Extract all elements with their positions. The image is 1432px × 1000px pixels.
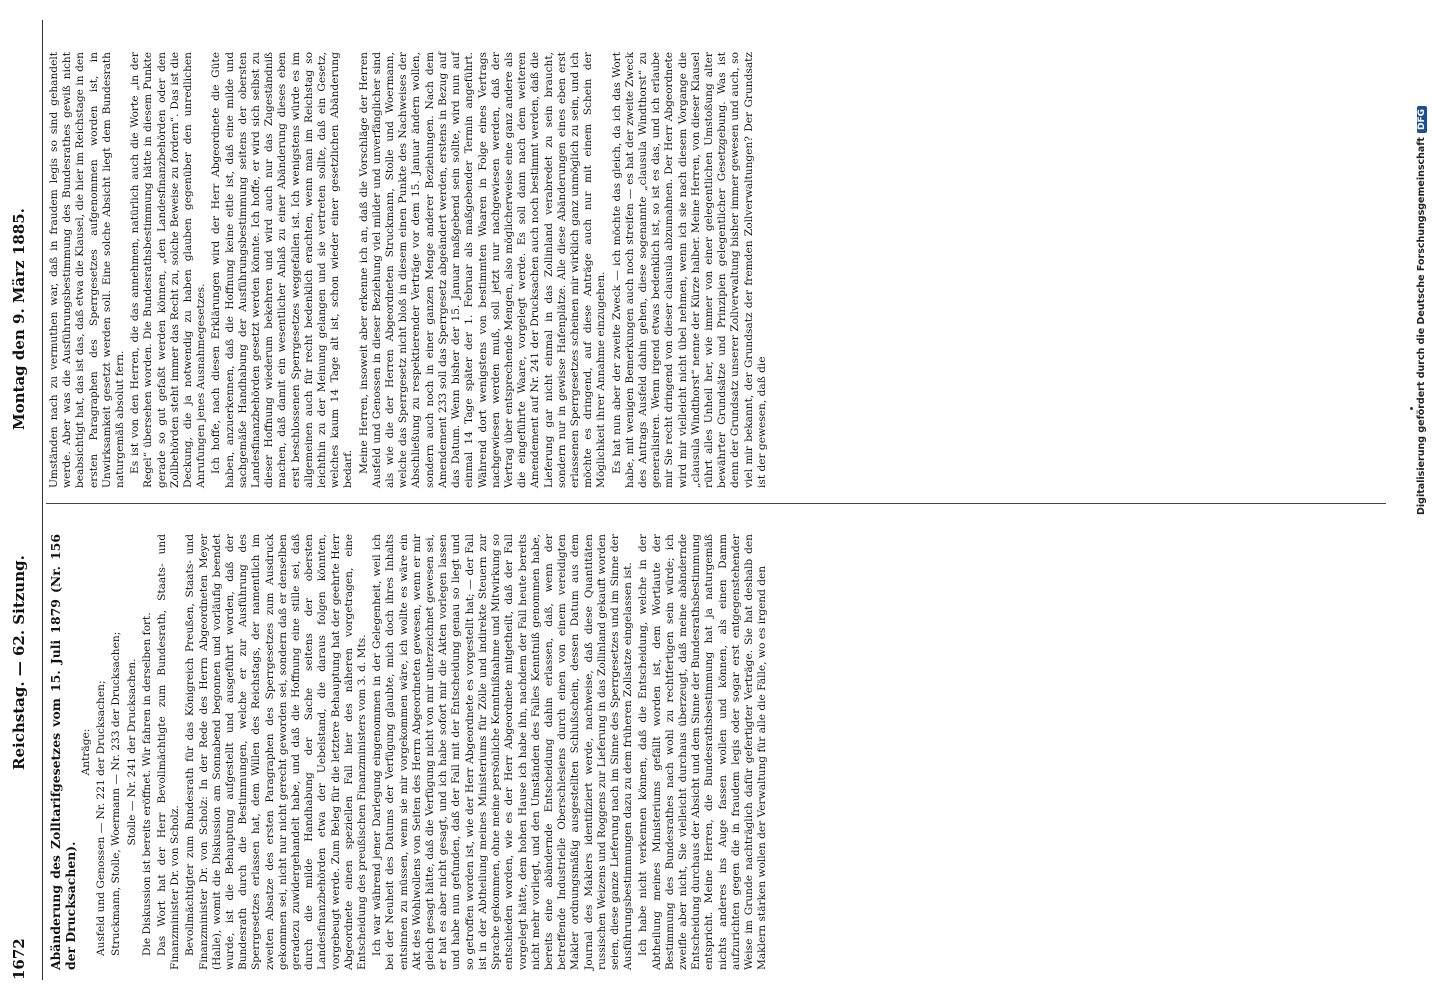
left-header-title: Reichstag. — 62. Sitzung. — [10, 555, 28, 770]
paragraph: Umständen nach zu vermuthen war, daß in fraudem legis so sind gehandelt werde. Aber was die Ausführungsbestimmung des Bundesrathes gewiß nicht beabsichtigt hat, das ist das, daß etwa die Klausel, die hier im Reichstage in den ersten Paragraphen des Sperrgesetzes aufgenommen worden ist, in Unwirksamkeit gesetzt werden soll. Eine solche Absicht liegt dem Bundesrath naturgemäß absolut fern. — [48, 52, 127, 488]
header-rule — [42, 20, 43, 980]
paragraph: Die Diskussion ist bereits eröffnet. Wir fahren in derselben fort. — [140, 612, 153, 956]
paragraph: Ich war während jener Darlegung eingenommen in der Gelegenheit, weil ich bei der Neuheit des Datums der Verfügung glaubte, mich doch ihres Inhalts entsinnen zu müssen, wenn sie mir vorgekommen wäre, ich wollte es wäre ein Akt des Wohlwollens von Seiten des Herrn Abgeordneten gewesen, wenn er mir gleich gesagt hätte, daß die Verfügung nicht von mir unterzeichnet gewesen sei, er hat es aber nicht gesagt, und ich habe sofort mir die Akten vorlegen lassen und habe nun gefunden, daß der Fall mit der Entscheidung genau so liegt und so getroffen worden ist, wie der Herr Abgeordnete es vorgestellt hat; — der Fall ist in der Abtheilung meines Ministeriums für Zölle und indirekte Steuern zur Sprache gekommen, ohne meine persönliche Kenntnißnahme und Mitwirkung so entschieden worden, wie es der Herr Abgeordnete mitgetheilt, daß der Fall vorgelegt hätte, dem hohen Hause ich habe ihn, nachdem der Fall heute bereits nicht mehr vorliegt, und den Umständen des Falles Kenntniß genommen habe, bereits eine abändernde Entscheidung dahin erlassen, daß, wenn der betreffende Industrielle Oberschlesiens durch einen von einem vereidigten Makler ordnungsmäßig ausgestellten Schlußschein, dessen Datum aus dem Journal des Maklers identifiziert werde, nachweise, daß diese Quantitäten russischen Weizens und Roggens zur Lieferung in das Zollinland gekauft worden seien, diese ganze Lieferung nach im Sinne des Sperrgesetzes und im Sinne der Ausführungsbestimmungen dazu zu dem früheren Zollsatze eingelassen ist. — [371, 534, 635, 970]
motion-item: Stolle — Nr. 241 der Drucksachen. — [125, 658, 138, 846]
right-column — [48, 52, 771, 488]
digitization-credit-text: Digitalisierung gefördert durch die Deutsche Forschungsgemeinschaft — [1416, 137, 1427, 515]
page-number: 1672 — [10, 938, 28, 980]
paragraph: Das Wort hat der Herr Bevollmächtigte zum Bundesrath, Staats- und Finanzminister Dr. von Scholz. — [156, 534, 182, 970]
speck — [1410, 407, 1413, 410]
paragraph: Bevollmächtigter zum Bundesrath für das Königreich Preußen, Staats- und Finanzminister Dr. von Scholz: In der Rede des Herrn Abgeordneten Meyer (Halle), womit die Diskussion am Sonnabend begonnen und vorläufig beendet wurde, ist die Behauptung aufgestellt und ausgeführt worden, daß der Bundesrath durch die Bestimmungen, welche er zur Ausführung des Sperrgesetzes erlassen hat, dem Willen des Reichstags, der namentlich im zweiten Absatze des ersten Paragraphen des Sperrgesetzes zum Ausdruck gekommen sei, nicht nur nicht gerecht geworden sei, sondern daß er denselben geradezu zuwidergehandelt habe, und daß die Hoffnung eine stille sei, daß durch die milde Handhabung der Sache seitens der obersten Landesfinanzbehörden etwa der Uebelstand, die daraus folgen könnten, vorgebeugt werde. Zum Beleg für die letztere Behauptung hat der geehrte Herr Abgeordnete einen speziellen Fall hier des näheren vorgetragen, eine Entscheidung des preußischen Finanzministers vom 3. d. Mts. — [184, 534, 369, 970]
paragraph: Ich habe nicht verkennen können, daß die Entscheidung, welche in der Abtheilung meines Ministeriums gefällt worden ist, dem Wortlaute der Bestimmung des Bundesrathes nach wohl zu rechtfertigen sein würde; ich zweifle aber nicht, Sie vielleicht durchaus überzeugt, daß meine abändernde Entscheidung durchaus der Absicht und dem Sinne der Bundesrathsbestimmung entspricht. Meine Herren, die Bundesrathsbestimmung hat ja naturgemäß nichts anderes ins Auge fassen wollen und können, als einen Damm aufzurichten gegen die in fraudem legis oder sogar erst entgegenstehender Weise im Grunde nachträglich dafür gefertigter Verträge. Sie hat deshalb den Maklern stärken wollen der Verwaltung für alle die Fälle, wo es irgend den — [637, 534, 769, 970]
section-heading: Abänderung des Zolltarifgesetzes vom 15. Juli 1879 (Nr. 156 der Drucksachen). — [48, 534, 78, 970]
paragraph: Es ist von den Herren, die das annehmen, natürlich auch die Worte „in der Regel“ übersehen worden. Die Bundesrathsbestimmung hätte in diesem Punkte gerade so gut gefaßt werden können, „den Landesfinanzbehörden oder den Zollbehörden steht immer das Recht zu, solche Beweise zu fordern“. Das ist die Deckung, die ja notwendig zu haben glauben gegenüber den unredlichen Anrufungen jenes Ausnahmegesetzes. — [129, 52, 208, 488]
left-column — [48, 534, 771, 970]
column-divider — [46, 503, 1386, 504]
antraege-label: Anträge: — [80, 728, 92, 776]
digitization-credit — [1416, 106, 1427, 515]
paragraph: Es hat nun aber der zweite Zweck — ich möchte das gleich, da ich das Wort habe, mit wenigen Bemerkungen auch noch streifen — es hat der zweite Zweck des Antrags Ausfeld dahin gehen, diese sogenannte „clausula Windthorst“ zu generalisiren. Wenn irgend etwas bedenklich ist, so ist es das, und ich erlaube mir Sie recht dringend von dieser clausula abzumahnen. Der Herr Abgeordnete wird mir vielleicht nicht übel nehmen, wenn ich sie nach diesem Vorgange die „clausula Windthorst“ nenne der Kürze halber. Meine Herren, von dieser Klausel rührt alles Unheil her, wie immer von einer gelegentlichen Umstoßung alter bewährter Grundsätze und Prinzipien gelegentlicher Gesetzgebung. Was ist denn der Grundsatz unserer Zollverwaltung bisher immer gewesen und auch, so viel mir bekannt, der Grundsatz der fremden Zollverwaltungen? Der Grundsatz ist der gewesen, daß die — [610, 52, 768, 488]
motion-item: Struckmann, Stolle, Woermann — Nr. 233 der Drucksachen; — [110, 631, 123, 956]
dfg-logo: DFG — [1417, 106, 1427, 133]
right-header-title: Montag den 9. März 1885. — [10, 208, 28, 430]
motion-item: Ausfeld und Genossen — Nr. 221 der Drucksachen; — [95, 680, 108, 956]
paragraph: Meine Herren, insoweit aber erkenne ich an, daß die Vorschläge der Herren Ausfeld und Genossen in dieser Beziehung viel milder und unverfänglicher sind als wie die der Herren Abgeordneten Struckmann, Stolle und Woermann, welche das Sperrgesetz nicht bloß in diesem einen Punkte des Nachweises der Abschließung zu respektierender Verträge vor dem 15. Januar ändern wollen, sondern auch noch in einer ganzen Menge anderer Beziehungen. Nach dem Amendement 233 soll das Sperrgesetz abgeändert werden, erstens in Bezug auf das Datum. Wenn bisher der 15. Januar maßgebend sein sollte, wird nun auf einmal 14 Tage später der 1. Februar als maßgebender Termin angeführt. Während dort wenigstens von bestimmten Waaren in Folge eines Vertrags nachgewiesen werden muß, soll jetzt nur nachgewiesen werden, daß der Vertrag über entsprechende Mengen, also möglicherweise eine ganz andere als die eingeführte Waare, vorgelegt werde. Es soll dann nach dem weiteren Amendement auf Nr. 241 der Drucksachen auch noch bestimmt werden, daß die Lieferung gar nicht einmal in das Zollinland verabredet zu sein braucht, sondern nur in gewisse Hafenplätze. Alle diese Abänderungen eines eben erst erlassenen Sperrgesetzes scheinen mir wirklich ganz unmöglich zu sein, und ich möchte es dringend, auf diese Anträge auch nur mit einem Schein der Möglichkeit ihrer Annahme einzugehen. — [357, 52, 608, 488]
paragraph: Ich hoffe, nach diesen Erklärungen wird der Herr Abgeordnete die Güte haben, anzuerkennen, daß die Hoffnung keine eitle ist, daß eine milde und sachgemäße Handhabung der Ausführungsbestimmung seitens der obersten Landesfinanzbehörden gesetzt werden könnte. Ich hoffe, er wird sich selbst zu dieser Hoffnung wiederum bekehren und wird auch nur das Zugeständniß machen, daß damit ein wesentlicher Anlaß zu einer Abänderung dieses eben erst beschlossenen Sperrgesetzes weggefallen ist. Ich wenigstens würde es im allgemeinen auch für recht bedenklich erachten, wenn man im Reichstag so leichthin zu der Meinung gelangen und sie vertreten sollte, daß ein Gesetz, welches kaum 14 Tage alt ist, schon wieder einer gesetzlichen Abänderung bedarf. — [210, 52, 355, 488]
